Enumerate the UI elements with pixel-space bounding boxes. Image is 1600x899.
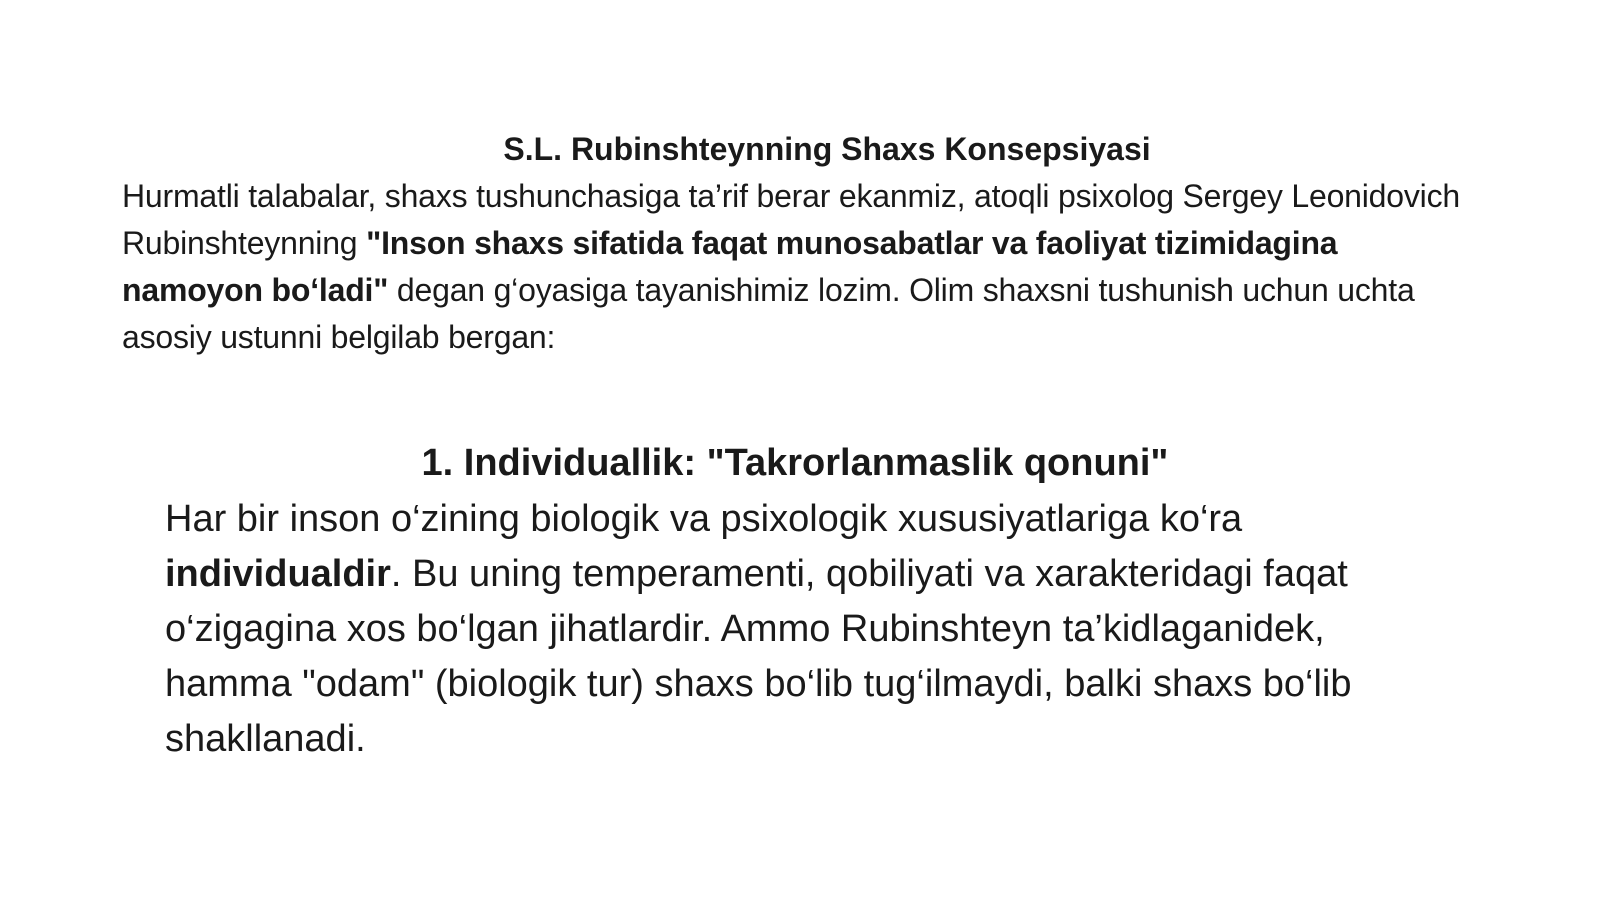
- intro-text: Hurmatli talabalar, shaxs tushunchasiga ta’rif berar ekanmiz, atoqli psixolog Sergey Leonidovich Rubinshteynning: [122, 178, 1460, 261]
- intro-text-end: degan g‘oyasiga tayanishimiz lozim. Olim shaxsni tushunish uchun uchta asosiy ustunni belgilab bergan:: [122, 272, 1415, 355]
- concept-section: [122, 126, 1482, 361]
- individuality-paragraph: [165, 492, 1385, 767]
- intro-paragraph: [122, 173, 1482, 361]
- key-quote: "Inson shaxs sifatida faqat munosabatlar va faoliyat tizimidagina namoyon bo‘ladi": [122, 225, 1338, 308]
- section-title: S.L. Rubinshteynning Shaxs Konsepsiyasi: [503, 131, 1151, 167]
- individuality-title: 1. Individuallik: "Takrorlanmaslik qonuni": [421, 442, 1169, 484]
- individuality-text: Har bir inson o‘zining biologik va psixologik xususiyatlariga ko‘ra: [165, 498, 1243, 540]
- individuality-section: [165, 438, 1465, 767]
- individuality-text-end: . Bu uning temperamenti, qobiliyati va xarakteridagi faqat o‘zigagina xos bo‘lgan jihatlardir. Ammo Rubinshteyn ta’kidlaganidek, hamma "odam" (biologik tur) shaxs bo‘lib tug‘ilmaydi, balki shaxs bo‘lib shakllanadi.: [165, 553, 1352, 760]
- individuality-keyword: individualdir: [165, 553, 391, 595]
